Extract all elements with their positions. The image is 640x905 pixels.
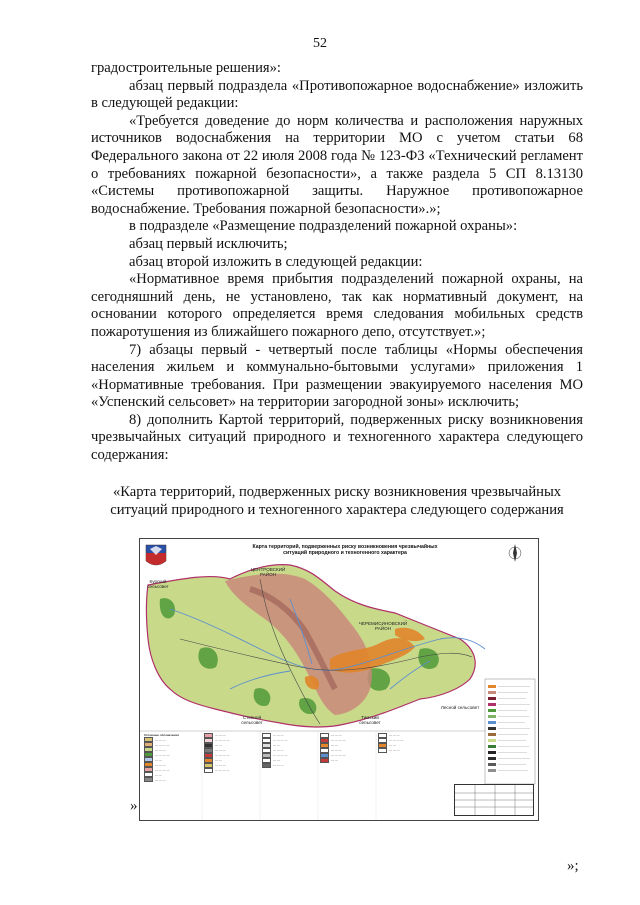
paragraph: абзац первый подраздела «Противопожарное водоснабжение» изложить в следующей редакции: (91, 77, 583, 112)
legend-column: — — — — — — — — — — — — (378, 733, 438, 753)
paragraph: «Требуется доведение до норм количества и расположения наружных источников водоснабжения на территории МО с учетом статьи 68 Федерального закона от 22 июля 2008 года № 123-ФЗ «Технический регламент о требованиях пожарной безопасности», а также раздела 5 СП 8.13130 «Системы противопожарной защиты. Наружное противопожарное водоснабжение. Требования пожарной безопасности».»; (91, 112, 583, 217)
label-settlement: Тимский сельсовет (359, 715, 381, 725)
legend-swatches (488, 685, 496, 772)
map-caption: «Карта территорий, подверженных риску возникновения чрезвычайных ситуаций природного и техногенного характера следующего содержания (110, 484, 564, 518)
closing-quote: » (130, 798, 138, 814)
paragraph: в подразделе «Размещение подразделений пожарной охраны»: (129, 218, 518, 235)
label-district-center: ЦЕНТРОВСКИЙ РАЙОН (250, 567, 286, 577)
map-title: Карта территорий, подверженных риску возникновения чрезвычайных ситуаций природного и техногенного характера (252, 544, 438, 556)
closing-quote: »; (567, 858, 579, 874)
legend-heading: Условные обозначения (144, 733, 179, 737)
paragraph: градостроительные решения»: (91, 60, 281, 76)
legend-column: — — — — — — — — — — — — — — — — — — — — — (262, 733, 316, 768)
paragraph: «Нормативное время прибытия подразделений пожарной охраны, на сегодняшний день, не установлено, так как нормативный документ, на основании которого определяется время следования мобильных средств пожаротушения из ближайшего пожарного депо, отсутствует.»; (91, 271, 583, 340)
label-district-east: ЧЕРЕМИСИНОВСКИЙ РАЙОН (358, 621, 408, 631)
compass-icon (509, 544, 521, 562)
risk-map (139, 538, 539, 821)
paragraph: абзац второй изложить в следующей редакции: (129, 253, 423, 270)
legend-column: — — — — — — — — — — — — — — — — — — (320, 733, 374, 763)
title-block-stamp (454, 784, 534, 816)
coat-of-arms-icon (146, 545, 166, 565)
paragraph: 7) абзацы первый - четвертый после таблицы «Нормы обеспечения населения жильем и коммунально-бытовыми услугами» приложения 1 «Нормативные требования. При размещении эвакуируемого населения МО «Успенский сельсовет» на территории загородной зоны» исключить; (91, 341, 583, 411)
label-settlement: Лесной сельсовет (440, 705, 480, 710)
legend-column: Условные обозначения — — — — — — — — — — — — — — — — — — — — — — — — — — — — (144, 733, 200, 782)
page-number: 52 (313, 36, 327, 51)
label-settlement: Степной сельсовет (241, 715, 263, 725)
paragraph: 8) дополнить Картой территорий, подверженных риску возникновения чрезвычайных ситуаций природного и техногенного характера следующего содержания: (91, 411, 583, 464)
legend-column: — — — — — — — — — — — — — — — — — — — — — — — — — (204, 733, 258, 773)
body-text (91, 60, 583, 465)
label-district-west: Курский сельсовет (147, 579, 169, 589)
paragraph: абзац первый исключить; (129, 235, 288, 252)
